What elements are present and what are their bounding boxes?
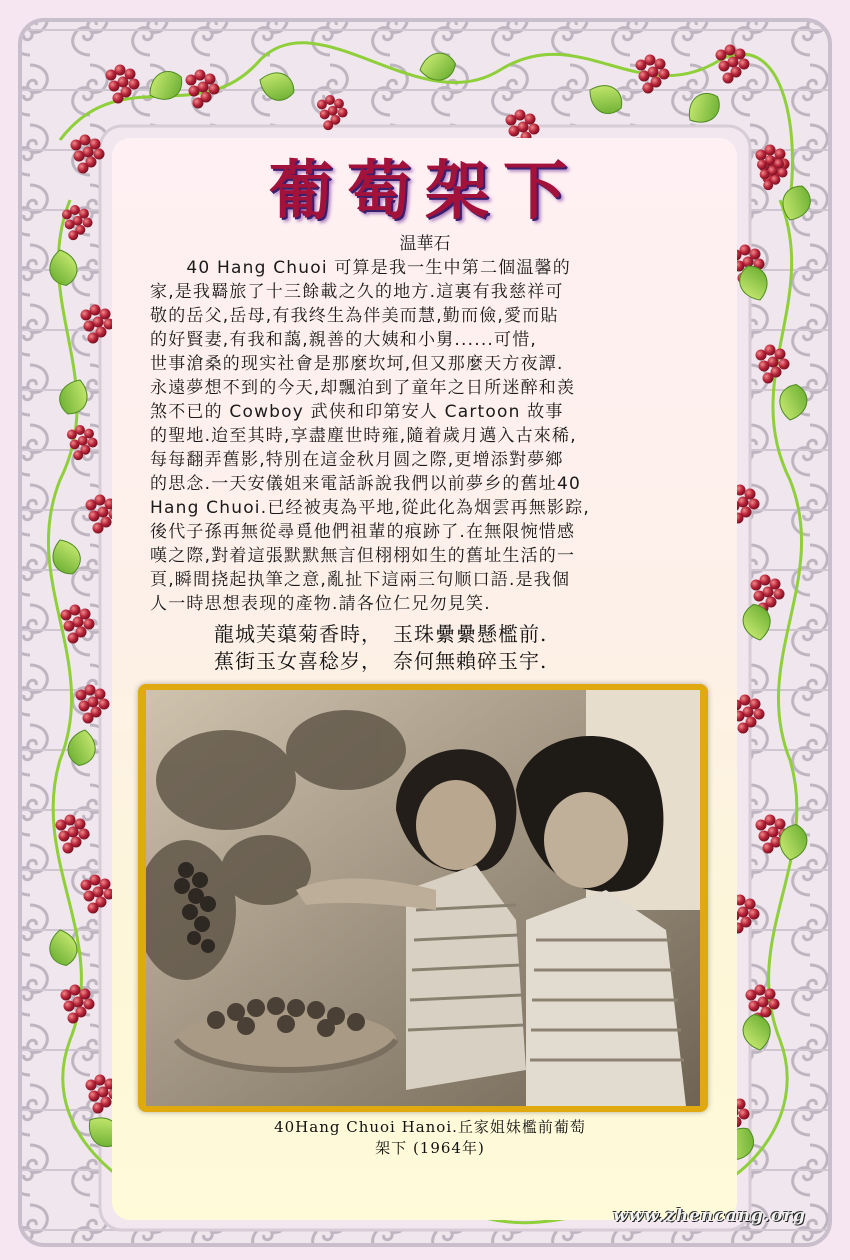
body-line: 煞不已的 Cowboy 武侠和印第安人 Cartoon 故事 (150, 402, 564, 422)
body-line: 敬的岳父,岳母,有我终生為伴美而慧,勤而儉,愛而貼 (150, 306, 559, 326)
body-line: 世事滄桑的现实社會是那麼坎坷,但又那麼天方夜譚. (150, 354, 564, 374)
body-line: 每每翻弄舊影,特別在這金秋月圆之際,更增添對夢鄉 (150, 450, 564, 470)
article-body (150, 256, 730, 616)
body-line: 的聖地.迨至其時,享盡塵世時雍,隨着歲月邁入古來稀, (150, 426, 577, 446)
photo-frame (138, 684, 708, 1112)
body-line: 嘆之際,對着這張默默無言但栩栩如生的舊址生活的一 (150, 546, 576, 566)
poem-line: 龍城芙蕖菊香時， 玉珠纍纍懸檻前. (214, 622, 548, 646)
photo-caption (150, 1117, 710, 1159)
page-title: 葡萄架下 (269, 154, 581, 229)
body-line: 的思念.一天安儀姐来電話訴說我們以前夢乡的舊址40 (150, 474, 582, 494)
body-line: 人一時思想表现的產物.請各位仁兄勿見笑. (150, 594, 491, 614)
body-line: 後代子孫再無從尋覓他們祖輩的痕跡了.在無限惋惜感 (150, 522, 576, 542)
author-name: 温華石 (399, 234, 451, 254)
site-watermark: www.zhencang.org (612, 1206, 806, 1226)
caption-line: 架下 (1964年) (375, 1139, 485, 1157)
photo-illustration (146, 690, 700, 1106)
poem-line: 蕉街玉女喜稔岁， 奈何無賴碎玉宇. (214, 649, 548, 673)
body-line: 頁,瞬間挠起执筆之意,亂扯下這兩三句顺口語.是我個 (150, 570, 571, 590)
poem (214, 621, 734, 675)
body-line: Hang Chuoi.已经被夷為平地,從此化為烟雲再無影踪, (150, 498, 590, 518)
body-line: 的好賢妻,有我和藹,親善的大姨和小舅......可惜, (150, 330, 538, 350)
body-line: 永遠夢想不到的今天,却飄泊到了童年之日所迷醉和羡 (150, 378, 576, 398)
caption-line: 40Hang Chuoi Hanoi.丘家姐妹檻前葡萄 (274, 1118, 586, 1136)
two-girls-grapes-photo (146, 690, 700, 1106)
body-line: 家,是我羇旅了十三餘載之久的地方.這裏有我慈祥可 (150, 282, 564, 302)
body-line: 40 Hang Chuoi 可算是我一生中第二個温馨的 (150, 258, 571, 278)
